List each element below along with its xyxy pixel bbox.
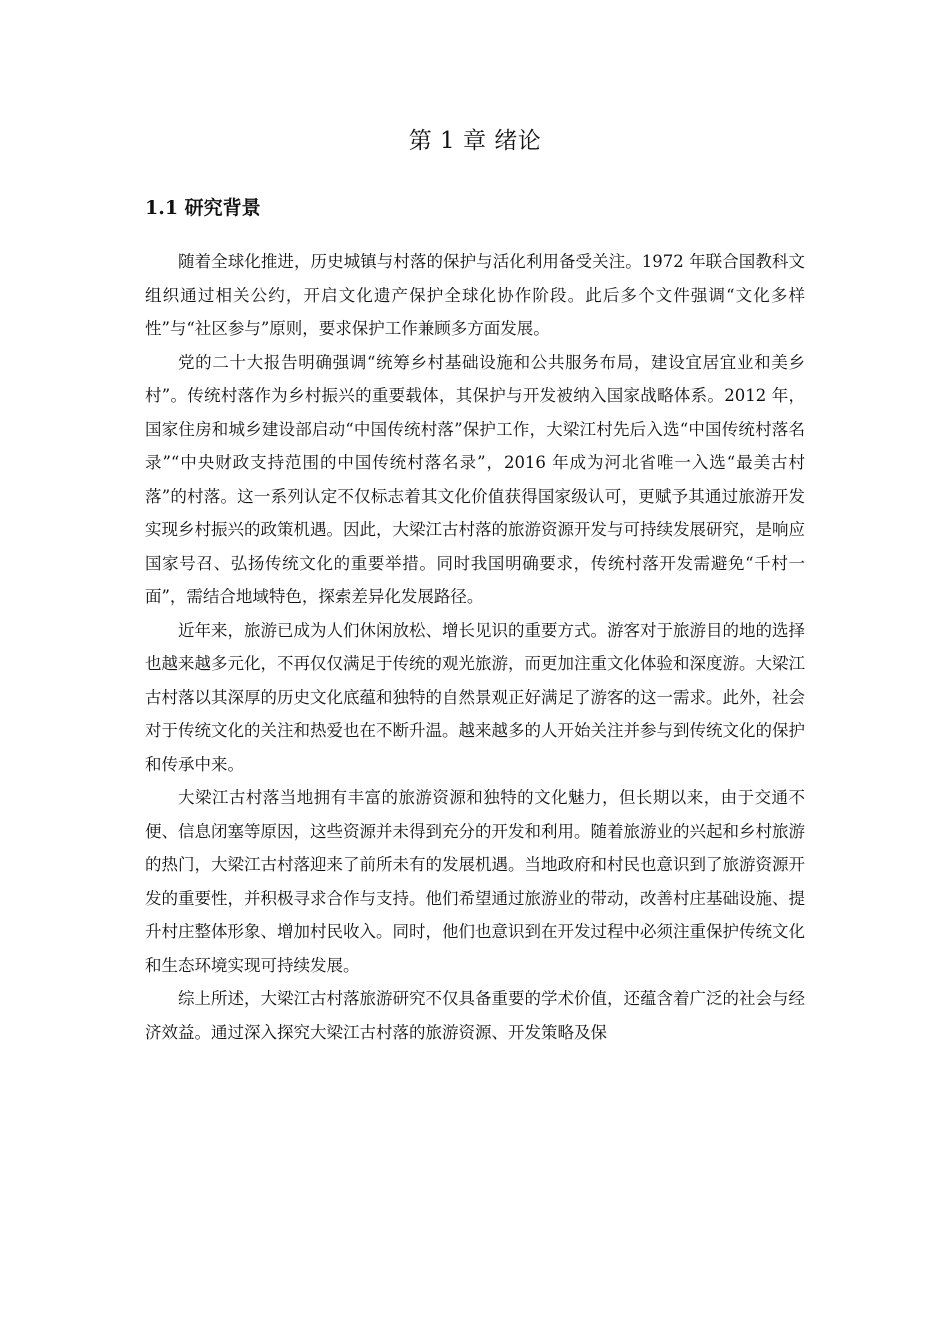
paragraph-2: 党的二十大报告明确强调“统筹乡村基础设施和公共服务布局，建设宜居宜业和美乡村”。传统村落作为乡村振兴的重要载体，其保护与开发被纳入国家战略体系。2012 年，国家住房和城乡建设部启动“中国传统村落”保护工作，大梁江村先后入选“中国传统村落名录”“中央财政支持范围的中国传统村落名录”，2016 年成为河北省唯一入选“最美古村落”的村落。这一系列认定不仅标志着其文化价值获得国家级认可，更赋予其通过旅游开发实现乡村振兴的政策机遇。因此，大梁江古村落的旅游资源开发与可持续发展研究，是响应国家号召、弘扬传统文化的重要举措。同时我国明确要求，传统村落开发需避免“千村一面”，需结合地域特色，探索差异化发展路径。: [145, 352, 805, 606]
paragraph-5: 综上所述，大梁江古村落旅游研究不仅具备重要的学术价值，还蕴含着广泛的社会与经济效益。通过深入探究大梁江古村落的旅游资源、开发策略及保: [145, 989, 805, 1042]
body-text: [145, 245, 805, 1049]
paragraph-3: 近年来，旅游已成为人们休闲放松、增长见识的重要方式。游客对于旅游目的地的选择也越来越多元化，不再仅仅满足于传统的观光旅游，而更加注重文化体验和深度游。大梁江古村落以其深厚的历史文化底蕴和独特的自然景观正好满足了游客的这一需求。此外，社会对于传统文化的关注和热爱也在不断升温。越来越多的人开始关注并参与到传统文化的保护和传承中来。: [145, 620, 805, 774]
section-heading: 1.1 研究背景: [145, 197, 261, 219]
paragraph-4: 大梁江古村落当地拥有丰富的旅游资源和独特的文化魅力，但长期以来，由于交通不便、信息闭塞等原因，这些资源并未得到充分的开发和利用。随着旅游业的兴起和乡村旅游的热门，大梁江古村落迎来了前所未有的发展机遇。当地政府和村民也意识到了旅游资源开发的重要性，并积极寻求合作与支持。他们希望通过旅游业的带动，改善村庄基础设施、提升村庄整体形象、增加村民收入。同时，他们也意识到在开发过程中必须注重保护传统文化和生态环境实现可持续发展。: [145, 788, 805, 975]
paragraph-1: 随着全球化推进，历史城镇与村落的保护与活化利用备受关注。1972 年联合国教科文组织通过相关公约，开启文化遗产保护全球化协作阶段。此后多个文件强调“文化多样性”与“社区参与”原则，要求保护工作兼顾多方面发展。: [145, 252, 805, 338]
chapter-title: 第 1 章 绪论: [408, 128, 542, 154]
